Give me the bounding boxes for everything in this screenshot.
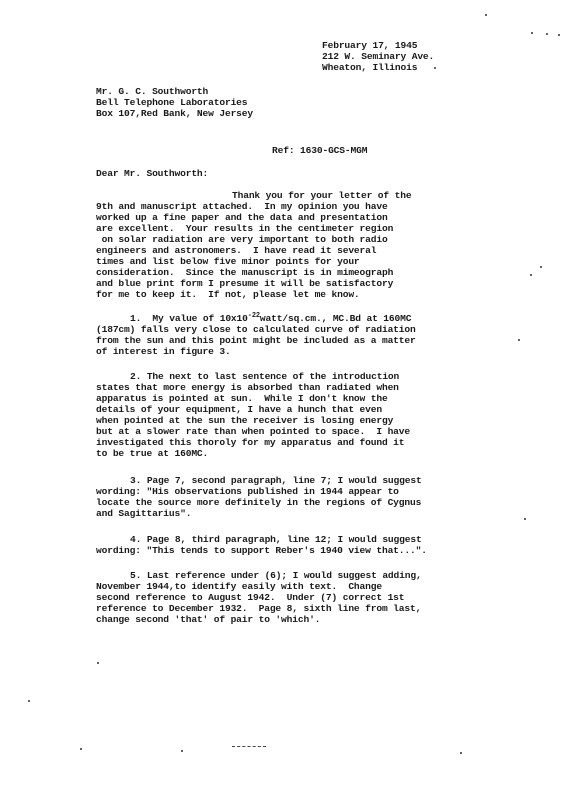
point5-line: second reference to August 1942. Under (7) correct 1st — [96, 592, 405, 603]
signature-line — [232, 746, 266, 747]
addressee-address: Box 107,Red Bank, New Jersey — [96, 108, 254, 119]
sender-city: Wheaton, Illinois — [322, 62, 418, 73]
intro-line: for me to keep it. If not, please let me know. — [96, 289, 360, 300]
addressee-org: Bell Telephone Laboratories — [96, 97, 248, 108]
intro-line: and blue print form I presume it will be satisfactory — [96, 278, 394, 289]
point1-text-b: watt/sq.cm., MC.Bd at 160MC — [259, 313, 412, 324]
point1-exponent: -22 — [247, 312, 260, 320]
scan-speck — [97, 662, 99, 664]
intro-line: worked up a fine paper and the data and presentation — [96, 212, 388, 223]
scan-speck — [28, 700, 30, 702]
point5-line: 5. Last reference under (6); I would suggest adding, — [130, 570, 422, 581]
scan-speck — [531, 32, 533, 34]
scan-speck — [460, 752, 462, 754]
intro-line: Thank you for your letter of the — [232, 190, 412, 201]
scan-speck — [434, 67, 436, 69]
point2-line: apparatus is pointed at sun. While I don't know the — [96, 393, 388, 404]
scan-speck — [524, 518, 526, 520]
point2-line: 2. The next to last sentence of the introduction — [130, 371, 400, 382]
point2-line: investigated this thoroly for my apparatus and found it — [96, 437, 405, 448]
point2-line: states that more energy is absorbed than radiated when — [96, 382, 399, 393]
scan-speck — [546, 33, 548, 35]
intro-line: times and list below five minor points for your — [96, 256, 360, 267]
addressee-name: Mr. G. C. Southworth — [96, 86, 209, 97]
point1-line: from the sun and this point might be included as a matter — [96, 335, 416, 346]
scan-speck — [181, 750, 183, 752]
point4-line: 4. Page 8, third paragraph, line 12; I would suggest — [130, 534, 422, 545]
point2-line: to be true at 160MC. — [96, 448, 209, 459]
scan-speck — [530, 274, 532, 276]
intro-line: consideration. Since the manuscript is in mimeograph — [96, 267, 394, 278]
scan-speck — [485, 14, 487, 16]
point3-line: 3. Page 7, second paragraph, line 7; I would suggest — [130, 475, 422, 486]
point2-line: but at a slower rate than when pointed to space. I have — [96, 426, 411, 437]
point2-line: details of your equipment, I have a hunch that even — [96, 404, 382, 415]
point1-line: (187cm) falls very close to calculated curve of radiation — [96, 324, 416, 335]
point5-line: change second 'that' of pair to 'which'. — [96, 614, 321, 625]
point4-line: wording: "This tends to support Reber's 1940 view that...". — [96, 545, 427, 556]
scan-speck — [518, 339, 520, 341]
intro-line: are excellent. Your results in the centimeter region — [96, 223, 394, 234]
letter-date: February 17, 1945 — [322, 40, 418, 51]
scan-speck — [80, 748, 82, 750]
point1-line: of interest in figure 3. — [96, 346, 231, 357]
point3-line: locate the source more definitely in the regions of Cygnus — [96, 497, 422, 508]
scan-speck — [558, 34, 560, 36]
point5-line: November 1944,to identify easily with text. Change — [96, 581, 382, 592]
sender-street: 212 W. Seminary Ave. — [322, 51, 435, 62]
point2-line: when pointed at the sun the receiver is losing energy — [96, 415, 394, 426]
intro-line: on solar radiation are very important to both radio — [96, 234, 388, 245]
scan-speck — [540, 266, 542, 268]
point1-text-a: 1. My value of 10x10 — [130, 313, 248, 324]
point1-line1 — [130, 313, 411, 324]
reference-line: Ref: 1630-GCS-MGM — [272, 145, 368, 156]
intro-line: 9th and manuscript attached. In my opinion you have — [96, 201, 388, 212]
salutation: Dear Mr. Southworth: — [96, 168, 209, 179]
point3-line: and Sagittarius". — [96, 508, 192, 519]
intro-line: engineers and astronomers. I have read it several — [96, 245, 377, 256]
point5-line: reference to December 1932. Page 8, sixth line from last, — [96, 603, 422, 614]
point3-line: wording: "His observations published in 1944 appear to — [96, 486, 399, 497]
